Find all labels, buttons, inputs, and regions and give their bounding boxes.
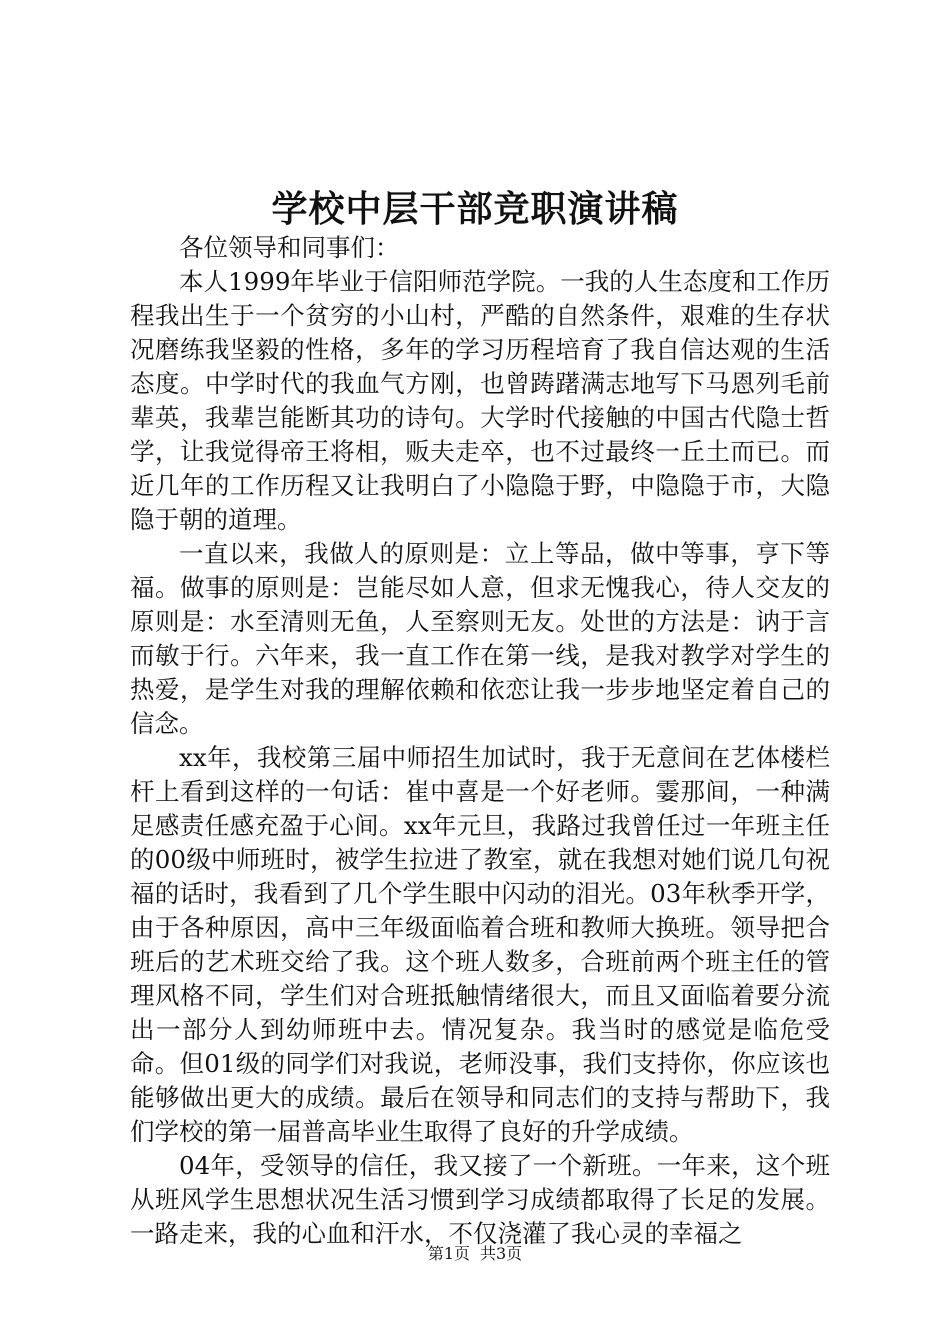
document-title: 学校中层干部竞职演讲稿 xyxy=(271,188,679,230)
body-paragraph: 一直以来，我做人的原则是：立上等品，做中等事，亨下等福。做事的原则是：岂能尽如人意，但求无愧我心，待人交友的原则是：水至清则无鱼，人至察则无友。处世的方法是：讷于言而敏于行。六年来，我一直工作在第一线，是我对教学对学生的热爱，是学生对我的理解依赖和依恋让我一步步地坚定着自己的信念。 xyxy=(130,539,830,738)
body-paragraph: 04年，受领导的信任，我又接了一个新班。一年来，这个班从班风学生思想状况生活习惯到学习成绩都取得了长足的发展。一路走来，我的心血和汗水，不仅浇灌了我心灵的幸福之 xyxy=(130,1151,830,1248)
body-paragraph: xx年，我校第三届中师招生加试时，我于无意间在艺体楼栏杆上看到这样的一句话：崔中喜是一个好老师。霎那间，一种满足感责任感充盈于心间。xx年元旦，我路过我曾任过一年班主任的00级中师班时，被学生拉进了教室，就在我想对她们说几句祝福的话时，我看到了几个学生眼中闪动的泪光。03年秋季开学，由于各种原因，高中三年级面临着合班和教师大换班。领导把合班后的艺术班交给了我。这个班人数多，合班前两个班主任的管理风格不同，学生们对合班抵触情绪很大，而且又面临着要分流出一部分人到幼师班中去。情况复杂。我当时的感觉是临危受命。但01级的同学们对我说，老师没事，我们支持你，你应该也能够做出更大的成绩。最后在领导和同志们的支持与帮助下，我们学校的第一届普高毕业生取得了良好的升学成绩。 xyxy=(130,743,830,1146)
body-paragraph: 本人1999年毕业于信阳师范学院。一我的人生态度和工作历程我出生于一个贫穷的小山村，严酷的自然条件，艰难的生存状况磨练我坚毅的性格，多年的学习历程培育了我自信达观的生活态度。中学时代的我血气方刚，也曾踌躇满志地写下马恩列毛前辈英，我辈岂能断其功的诗句。大学时代接触的中国古代隐士哲学，让我觉得帝王将相，贩夫走卒，也不过最终一丘土而已。而近几年的工作历程又让我明白了小隐隐于野，中隐隐于市，大隐隐于朝的道理。 xyxy=(130,267,830,534)
page-total: 共3页 xyxy=(480,1244,523,1263)
page-number: 第1页 xyxy=(427,1244,470,1263)
greeting-paragraph: 各位领导和同事们： xyxy=(179,233,400,262)
document-body xyxy=(130,231,830,1251)
page-footer xyxy=(0,1242,950,1266)
